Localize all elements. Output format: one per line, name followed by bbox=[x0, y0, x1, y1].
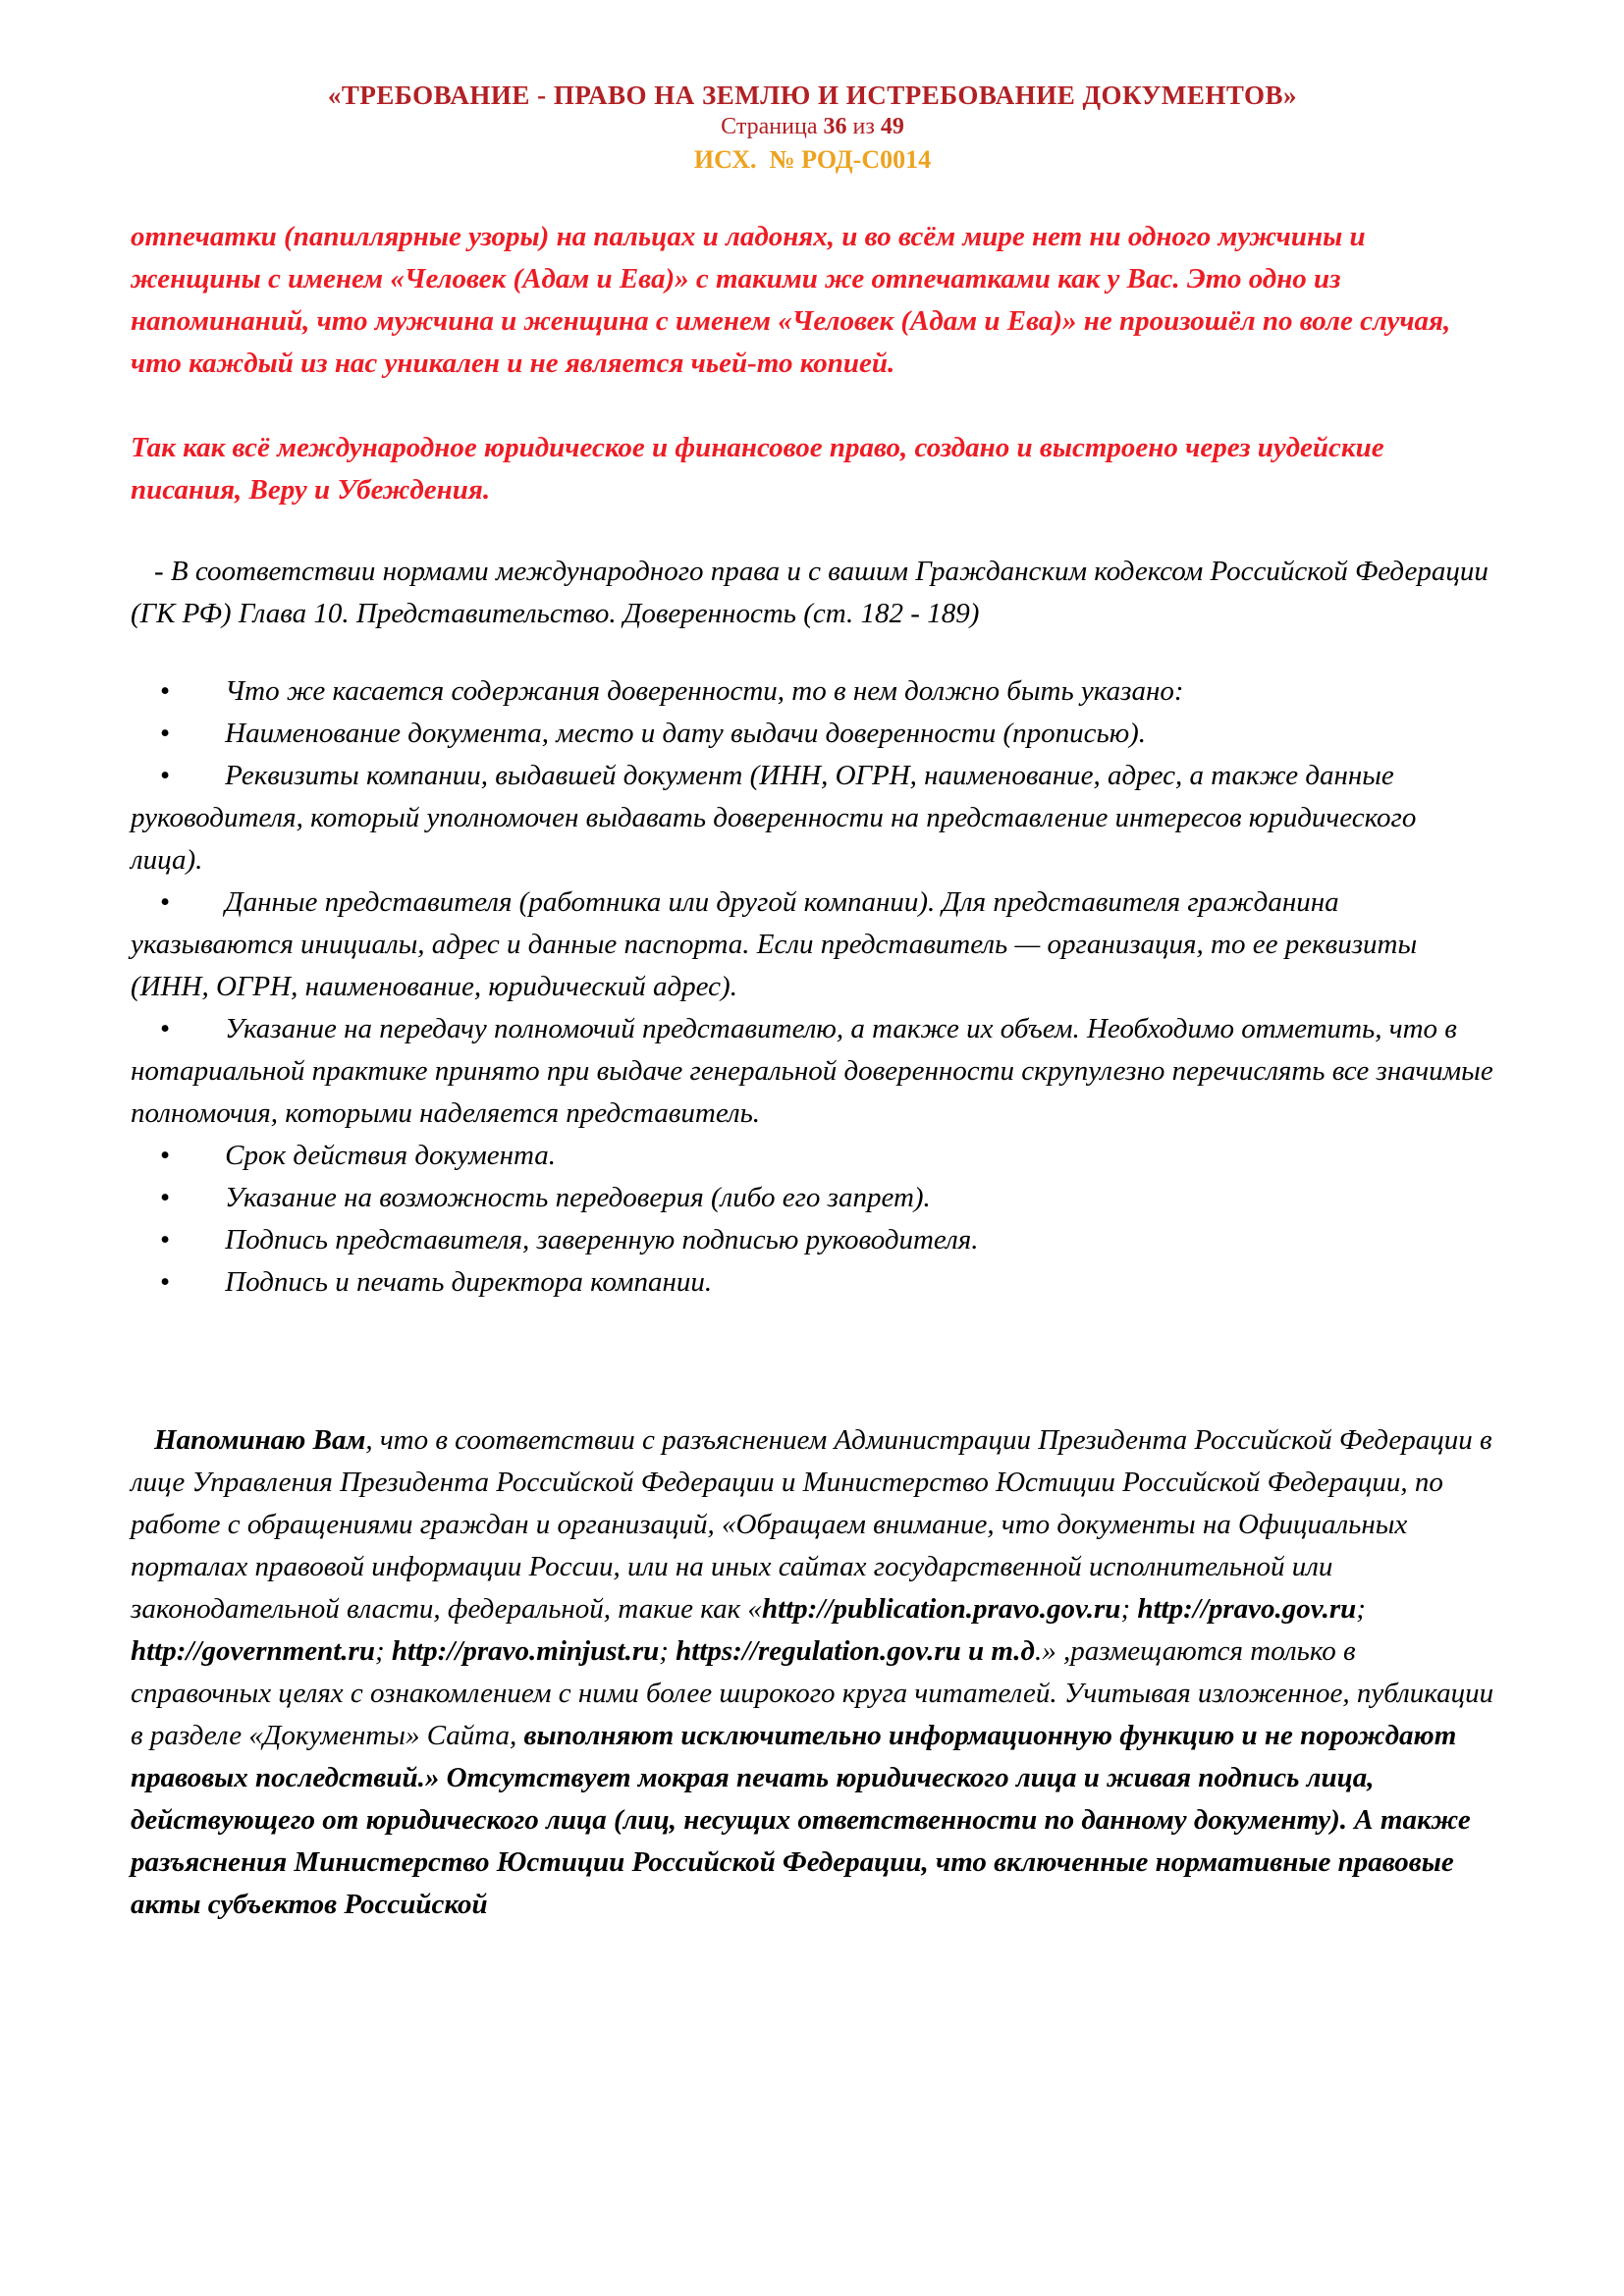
list-item-text: Подпись и печать директора компании. bbox=[225, 1266, 713, 1298]
paragraph-civil-code: - В соответствии нормами международного права и с вашим Гражданским кодексом Российской Федерации (ГК РФ) Глава 10. Представительство. Доверенность (ст. 182 - 189) bbox=[131, 556, 1489, 629]
text-run: http://publication.pravo.gov.ru bbox=[761, 1593, 1121, 1625]
list-item-text: Указание на передачу полномочий представителю, а также их объем. Необходимо отметить, что в нотариальной практике принято при выдаче генеральной доверенности скрупулезно перечислять все значимые полномочия, которыми наделяется представитель. bbox=[131, 1013, 1493, 1129]
paragraph-fingerprints: отпечатки (папиллярные узоры) на пальцах и ладонях, и во всём мире нет ни одного мужчины и женщины с именем «Человек (Адам и Ева)» с такими же отпечатками как у Вас. Это одно из напоминаний, что мужчина и женщина с именем «Человек (Адам и Ева)» не произошёл по воле случая, что каждый из нас уникален и не является чьей-то копией. bbox=[131, 221, 1451, 379]
list-item bbox=[131, 755, 1494, 881]
bullet-icon: • bbox=[160, 675, 171, 707]
text-run: .» ,размещаются только в справочных целях с ознакомлением с ними более широкого круга читателей. Учитывая изложенное, публикации в разделе «Документы» Сайта, bbox=[131, 1635, 1494, 1751]
document-title: «ТРЕБОВАНИЕ - ПРАВО НА ЗЕМЛЮ И ИСТРЕБОВАНИЕ ДОКУМЕНТОВ» bbox=[327, 80, 1298, 110]
bullet-icon: • bbox=[160, 1140, 171, 1171]
page-number-line bbox=[131, 114, 1494, 140]
list-item bbox=[131, 1135, 1494, 1177]
bullet-icon: • bbox=[160, 1266, 171, 1298]
list-item bbox=[131, 1219, 1494, 1261]
paragraph-international-law: Так как всё международное юридическое и финансовое право, создано и выстроено через иудейские писания, Веру и Убеждения. bbox=[131, 432, 1384, 506]
list-item bbox=[131, 713, 1494, 755]
list-item-text: Срок действия документа. bbox=[225, 1140, 557, 1171]
bullet-icon: • bbox=[160, 1224, 171, 1255]
document-header bbox=[131, 80, 1494, 175]
list-item-text: Подпись представителя, заверенную подписью руководителя. bbox=[225, 1224, 979, 1255]
text-run: ; bbox=[374, 1635, 392, 1667]
text-run: http://pravo.gov.ru bbox=[1137, 1593, 1357, 1625]
text-run: из bbox=[846, 114, 881, 139]
power-of-attorney-list bbox=[131, 670, 1494, 1304]
list-item bbox=[131, 1261, 1494, 1304]
text-run: 36 bbox=[823, 114, 847, 139]
text-run: 49 bbox=[880, 114, 904, 139]
bullet-icon: • bbox=[160, 1013, 171, 1044]
text-run: http://pravo.minjust.ru bbox=[391, 1635, 660, 1667]
list-item bbox=[131, 1177, 1494, 1219]
text-run: ; bbox=[659, 1635, 677, 1667]
text-run: , что в соответствии с разъяснением Администрации Президента Российской Федерации в лице Управления Президента Российской Федерации и Министерство Юстиции Российской Федерации, по работе с обращениями граждан и организаций, «Обращаем внимание, что документы на Официальных порталах правовой информации России, или на иных сайтах государственной исполнительной или законодательной власти, федеральной, такие как « bbox=[131, 1424, 1492, 1625]
list-item-text: Данные представителя (работника или другой компании). Для представителя гражданина указываются инициалы, адрес и данные паспорта. Если представитель — организация, то ее реквизиты (ИНН, ОГРН, наименование, юридический адрес). bbox=[131, 886, 1418, 1002]
text-run: http://government.ru bbox=[131, 1635, 375, 1667]
list-item-text: Наименование документа, место и дату выдачи доверенности (прописью). bbox=[225, 718, 1147, 749]
text-run: Страница bbox=[721, 114, 824, 139]
bullet-icon: • bbox=[160, 718, 171, 749]
bullet-icon: • bbox=[160, 1182, 171, 1213]
text-run: выполняют исключительно информационную функцию и не порождают правовых последствий.» Отсутствует мокрая печать юридического лица и живая подпись лица, действующего от юридического лица (лиц, несущих ответственности по данному документу). А также разъяснения Министерство Юстиции Российской Федерации, что включенные нормативные правовые акты субъектов Российской bbox=[131, 1720, 1471, 1920]
list-item bbox=[131, 670, 1494, 713]
list-item-text: Что же касается содержания доверенности, то в нем должно быть указано: bbox=[225, 675, 1184, 707]
list-item-text: Реквизиты компании, выдавшей документ (ИНН, ОГРН, наименование, адрес, а также данные руководителя, который уполномочен выдавать доверенности на представление интересов юридического лица). bbox=[131, 760, 1417, 876]
text-run: ; bbox=[1120, 1593, 1138, 1625]
list-item-text: Указание на возможность передоверия (либо его запрет). bbox=[225, 1182, 931, 1213]
text-run: https://regulation.gov.ru и т.д bbox=[676, 1635, 1035, 1667]
bullet-icon: • bbox=[160, 886, 171, 918]
text-run: ; bbox=[1356, 1593, 1366, 1625]
list-item bbox=[131, 881, 1494, 1008]
list-item bbox=[131, 1008, 1494, 1135]
text-run: Напоминаю Вам bbox=[154, 1424, 366, 1456]
paragraph-reminder-publication bbox=[131, 1419, 1494, 1926]
outgoing-ref-number: ИСХ. № РОД-С0014 bbox=[693, 145, 932, 174]
bullet-icon: • bbox=[160, 760, 171, 791]
